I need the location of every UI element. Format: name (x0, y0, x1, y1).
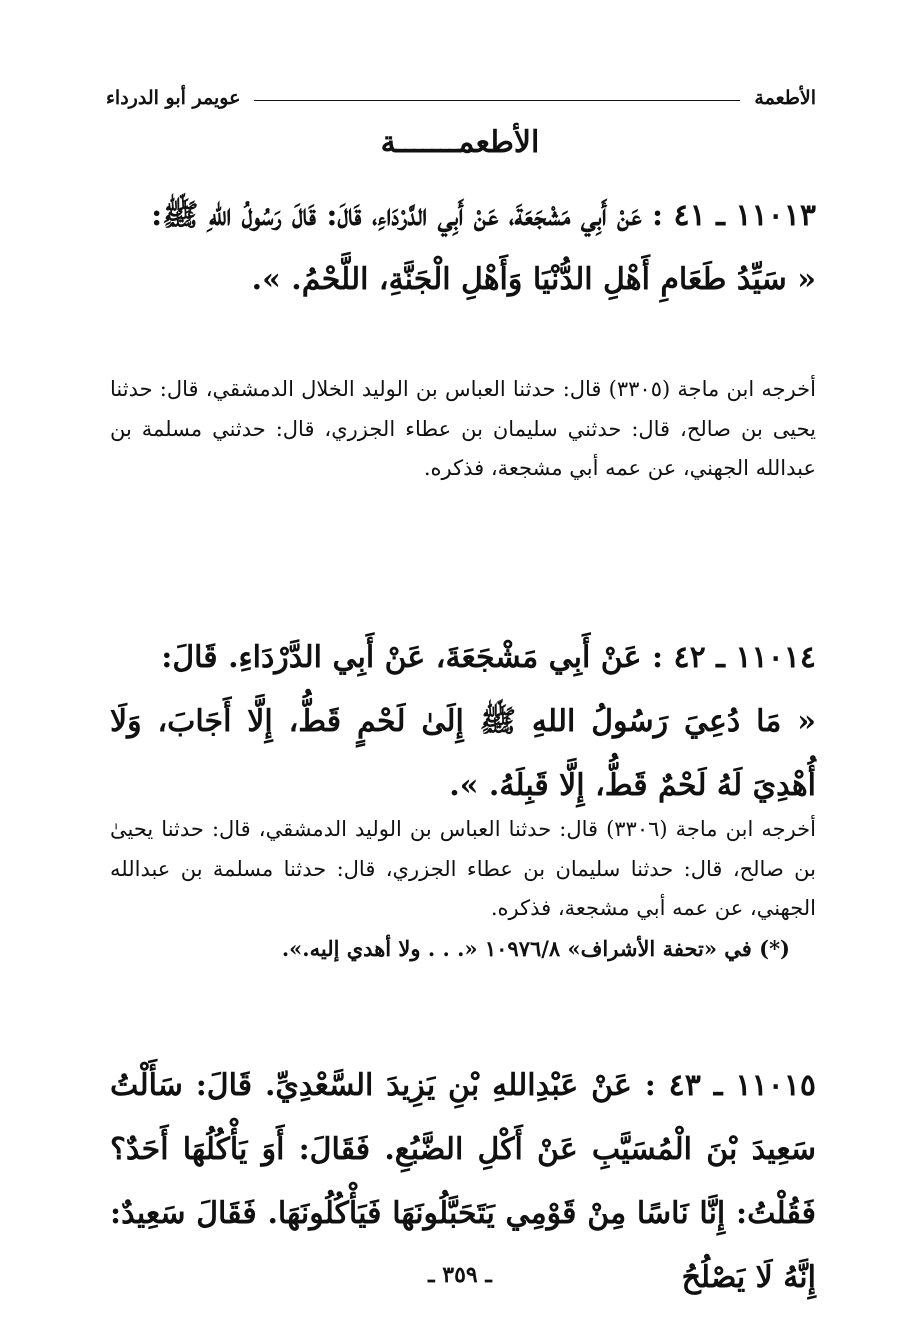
hadith-11014 (110, 626, 816, 818)
note-text: أخرجه ابن ماجة (٣٣٠٦) قال: حدثنا العباس بن الوليد الدمشقي، قال: حدثنا يحيىٰ بن صالح، قال: حدثنا سليمان بن عطاء الجزري، قال: حدثنا مسلمة بن عبدالله الجهني، عن عمه أبي مشجعة، فذكره. (110, 817, 816, 920)
page-number: ـ ٣٥٩ ـ (428, 1262, 492, 1288)
hadith-11013 (110, 184, 816, 312)
header-rule (254, 100, 740, 101)
hadith-text: « سَيِّدُ طَعَامِ أَهْلِ الدُّنْيَا وَأَهْلِ الْجَنَّةِ، اللَّحْمُ. ». (251, 262, 816, 297)
hadith-text: ١١٠١٥ ـ ٤٣ : عَنْ عَبْدِاللهِ بْنِ يَزِيدَ السَّعْدِيِّ. قَالَ: سَأَلْتُ سَعِيدَ بْنَ الْمُسَيَّبِ عَنْ أَكْلِ الضَّبُعِ. فَقَالَ: أَوَ يَأْكُلُهَا أَحَدٌ؟ فَقُلْتُ: إِنَّا نَاسًا مِنْ قَوْمِي يَتَحَبَّلُونَهَا فَيَأْكُلُونَهَا. فَقَالَ سَعِيدٌ: إِنَّهُ لَا يَصْلُحُ (110, 1068, 816, 1295)
header-section: عويمر أبو الدرداء (106, 87, 241, 109)
hadith-text: ١١٠١٣ ـ ٤١ : عَنْ أَبِي مَشْجَعَةَ، عَنْ أَبِي الدَّرْدَاءِ، قَالَ: قَالَ رَسُولُ اللهِ ﷺ: (151, 198, 816, 233)
note-text: أخرجه ابن ماجة (٣٣٠٥) قال: حدثنا العباس بن الوليد الخلال الدمشقي، قال: حدثنا يحيى بن صالح، قال: حدثني سليمان بن عطاء الجزري، قال: حدثني مسلمة بن عبدالله الجهني، عن عمه أبي مشجعة، فذكره. (110, 377, 816, 480)
footnote-text: (*) في «تحفة الأشراف» ١٠٩٧٦/٨ «. . . ولا أهدي إليه.». (281, 935, 790, 961)
takhrij-note-11014 (110, 810, 816, 968)
hadith-text: « مَا دُعِيَ رَسُولُ اللهِ ﷺ إِلَىٰ لَحْمٍ قَطُّ، إِلَّا أَجَابَ، وَلَا أُهْدِيَ لَهُ لَحْمٌ قَطُّ، إِلَّا قَبِلَهُ. ». (110, 704, 816, 803)
takhrij-note-11013 (110, 370, 816, 489)
header-chapter: الأطعمة (754, 87, 816, 109)
hadith-text: ١١٠١٤ ـ ٤٢ : عَنْ أَبِي مَشْجَعَةَ، عَنْ أَبِي الدَّرْدَاءِ. قَالَ: (161, 640, 816, 675)
page-title: الأطعمـــــــة (380, 125, 540, 160)
running-header (106, 82, 816, 114)
